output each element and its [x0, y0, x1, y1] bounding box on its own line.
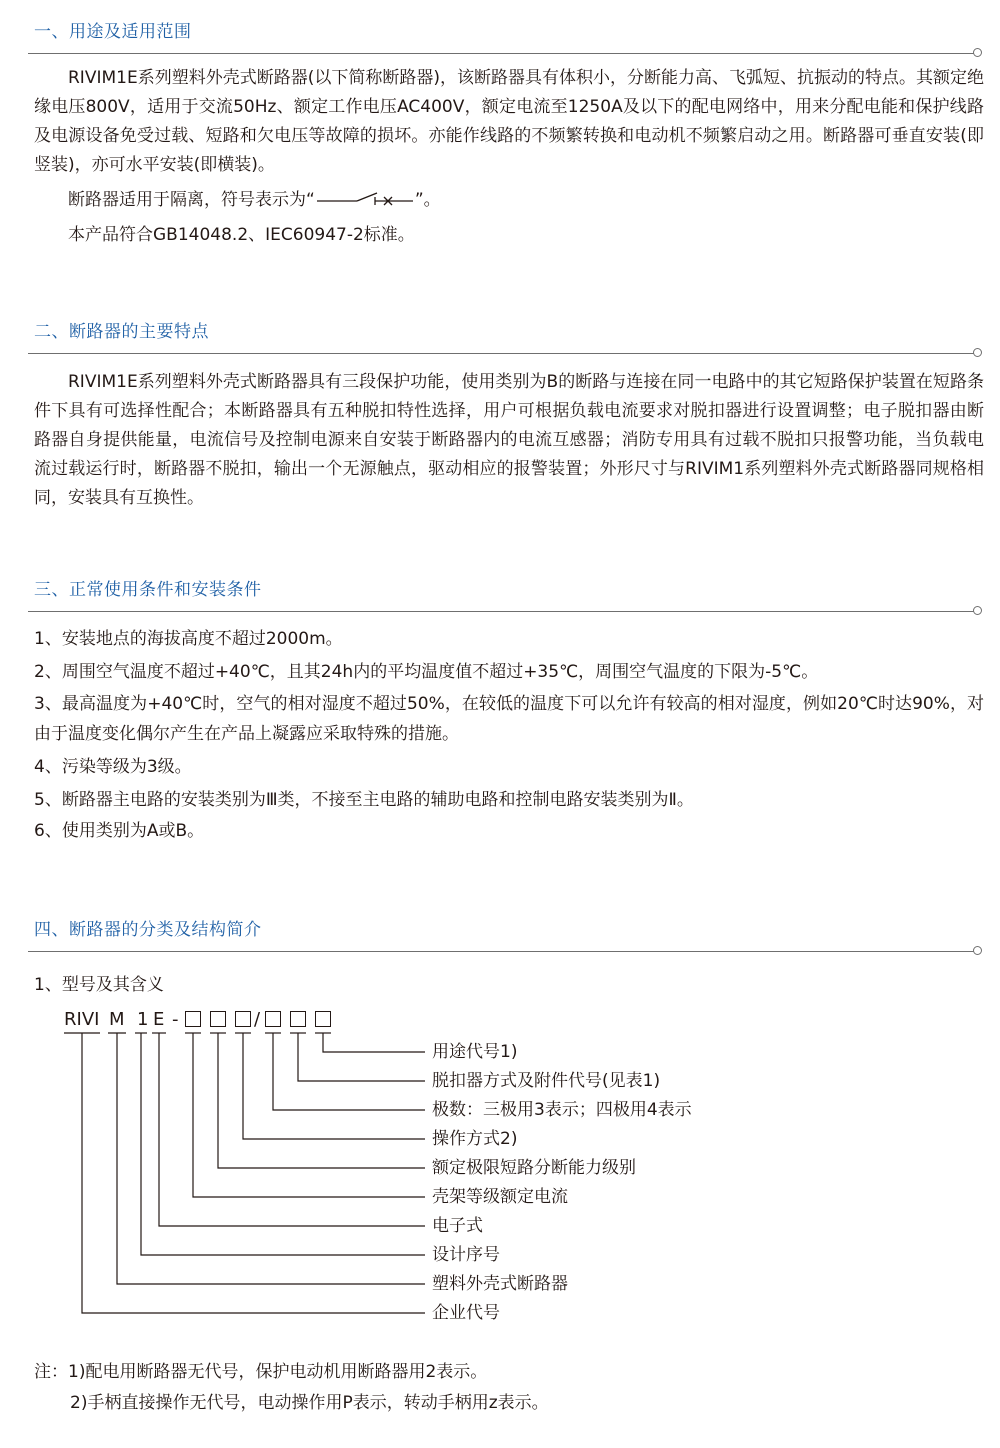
model-subtitle: 1、型号及其含义: [34, 975, 164, 995]
label-molded-case: 塑料外壳式断路器: [432, 1274, 568, 1294]
label-trip-accessory-code: 脱扣器方式及附件代号(见表1): [432, 1071, 661, 1091]
condition-item: 4、污染等级为3级。: [34, 757, 192, 777]
isolation-text-post: ”。: [414, 190, 441, 210]
code-enterprise: RIVI: [64, 1009, 100, 1030]
condition-item: 1、安装地点的海拔高度不超过2000m。: [34, 629, 343, 649]
section-title: 三、正常使用条件和安装条件: [34, 580, 262, 600]
note-2: 2)手柄直接操作无代号，电动操作用P表示，转动手柄用z表示。: [70, 1393, 549, 1413]
section-title: 一、用途及适用范围: [34, 22, 192, 42]
label-poles: 极数：三极用3表示；四极用4表示: [432, 1100, 692, 1120]
condition-item: 3、最高温度为+40℃时，空气的相对湿度不超过50%，在较低的温度下可以允许有较高的相对湿度，例如20℃时达90%，对由于温度变化偶尔产生在产品上凝露应采取特殊的措施。: [34, 694, 984, 744]
condition-item: 6、使用类别为A或B。: [34, 821, 205, 841]
label-enterprise-code: 企业代号: [432, 1303, 500, 1323]
label-usage-code: 用途代号1): [432, 1042, 518, 1062]
label-breaking-capacity: 额定极限短路分断能力级别: [432, 1158, 636, 1178]
code-slash: /: [254, 1009, 261, 1030]
features-paragraph: RIVIM1E系列塑料外壳式断路器具有三段保护功能，使用类别为B的断路与连接在同一电路中的其它短路保护装置在短路条件下具有可选择性配合；本断路器具有五种脱扣特性选择，用户可根据负载电流要求对脱扣器进行设置调整；电子脱扣器由断路器自身提供能量，电流信号及控制电源来自安装于断路器内的电流互感器；消防专用具有过载不脱扣只报警功能，当负载电流过载运行时，断路器不脱扣，输出一个无源触点，驱动相应的报警装置；外形尺寸与RIVIM1系列塑料外壳式断路器同规格相同，安装具有互换性。: [34, 372, 984, 508]
label-frame-current: 壳架等级额定电流: [432, 1187, 568, 1207]
condition-item: 2、周围空气温度不超过+40℃，且其24h内的平均温度值不超过+35℃，周围空气温度的下限为-5℃。: [34, 662, 819, 682]
standards-line: 本产品符合GB14048.2、IEC60947-2标准。: [68, 225, 415, 245]
code-molded-case: M: [109, 1009, 125, 1030]
section-title: 四、断路器的分类及结构简介: [34, 920, 262, 940]
code-electronic: E: [153, 1009, 165, 1030]
label-electronic: 电子式: [432, 1216, 483, 1236]
isolation-text-pre: 断路器适用于隔离，符号表示为“: [68, 190, 315, 210]
note-1: 注：1)配电用断路器无代号，保护电动机用断路器用2表示。: [34, 1362, 488, 1382]
code-dash: -: [172, 1009, 179, 1030]
label-design-serial: 设计序号: [432, 1245, 500, 1265]
usage-paragraph: RIVIM1E系列塑料外壳式断路器(以下简称断路器)，该断路器具有体积小，分断能力高、飞弧短、抗振动的特点。其额定绝缘电压800V，适用于交流50Hz、额定工作电压AC400V，额定电流至1250A及以下的配电网络中，用来分配电能和保护线路及电源设备免受过载、短路和欠电压等故障的损坏。亦能作线路的不频繁转换和电动机不频繁启动之用。断路器可垂直安装(即竖装)，亦可水平安装(即横装)。: [34, 68, 984, 175]
code-design-serial: 1: [137, 1009, 149, 1030]
condition-item: 5、断路器主电路的安装类别为Ⅲ类，不接至主电路的辅助电路和控制电路安装类别为Ⅱ。: [34, 790, 694, 810]
label-operation-mode: 操作方式2): [432, 1129, 518, 1149]
section-title: 二、断路器的主要特点: [34, 322, 209, 342]
